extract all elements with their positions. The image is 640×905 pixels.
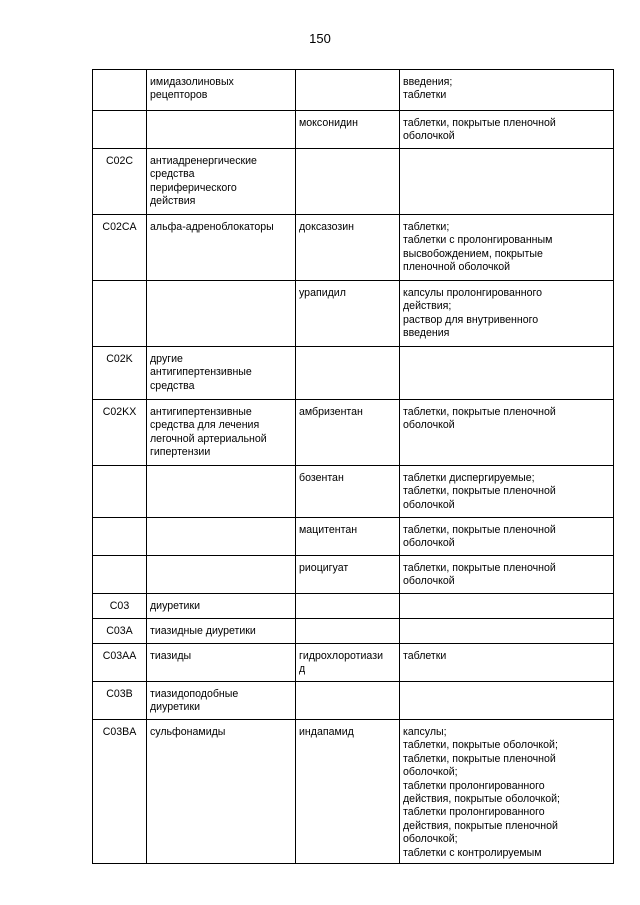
atc-group-cell [147, 400, 296, 466]
substance-cell [296, 644, 400, 682]
dosage-form-text: таблетки пролонгированного [403, 806, 545, 819]
atc-code-text: C02C [105, 155, 134, 167]
atc-code-cell [93, 281, 147, 347]
dosage-form-cell [400, 594, 614, 619]
dosage-form-text: таблетки; [403, 221, 450, 233]
dosage-form-cell [400, 556, 614, 594]
dosage-form-text: оболочкой [403, 130, 455, 143]
table-row [93, 347, 614, 400]
atc-group-cell [147, 619, 296, 644]
table-body [93, 70, 614, 864]
dosage-form-cell [400, 111, 614, 149]
dosage-form-text: раствор для внутривенного [403, 313, 539, 326]
atc-code-cell [93, 594, 147, 619]
substance-cell [296, 720, 400, 864]
atc-group-text: гипертензии [150, 446, 211, 459]
atc-code-cell [93, 518, 147, 556]
atc-code-text: C02KX [102, 406, 137, 418]
atc-group-text: легочной артериальной [150, 432, 267, 445]
dosage-form-text: таблетки диспергируемые; [403, 472, 535, 484]
atc-code-text: C03AA [102, 650, 137, 662]
dosage-form-text: оболочкой [403, 498, 455, 511]
atc-group-cell [147, 518, 296, 556]
atc-group-text: действия [150, 195, 196, 208]
table-row [93, 149, 614, 215]
atc-group-text: средства [150, 379, 195, 392]
substance-cell [296, 281, 400, 347]
dosage-form-text: высвобождением, покрытые [403, 247, 543, 260]
table-row [93, 682, 614, 720]
substance-cell [296, 466, 400, 518]
dosage-form-cell [400, 518, 614, 556]
table-row [93, 644, 614, 682]
atc-code-text: C02CA [102, 221, 137, 233]
dosage-form-text: оболочкой [403, 419, 455, 432]
dosage-form-cell [400, 466, 614, 518]
dosage-form-text: таблетки [403, 650, 447, 662]
atc-group-cell [147, 556, 296, 594]
substance-cell [296, 682, 400, 720]
dosage-form-text: таблетки пролонгированного [403, 779, 545, 792]
dosage-form-text: таблетки, покрытые пленочной [403, 485, 556, 498]
atc-group-text: средства для лечения [150, 419, 260, 432]
dosage-form-cell [400, 70, 614, 111]
dosage-form-text: таблетки с пролонгированным [403, 234, 553, 247]
table-row [93, 466, 614, 518]
table-row [93, 215, 614, 281]
substance-cell [296, 619, 400, 644]
atc-code-cell [93, 347, 147, 400]
dosage-form-cell [400, 644, 614, 682]
substance-cell [296, 111, 400, 149]
dosage-form-text: таблетки, покрытые оболочкой; [403, 739, 558, 752]
dosage-form-text: оболочкой [403, 537, 455, 550]
dosage-form-text: таблетки с контролируемым [403, 846, 542, 859]
atc-group-cell [147, 281, 296, 347]
atc-group-text: другие [150, 353, 183, 365]
atc-code-text: C03 [109, 600, 130, 612]
table-row [93, 594, 614, 619]
atc-group-text: антиадренергические [150, 155, 257, 167]
dosage-form-cell [400, 619, 614, 644]
substance-text: бозентан [299, 472, 344, 484]
medication-table [92, 69, 614, 864]
atc-group-cell [147, 111, 296, 149]
dosage-form-text: таблетки, покрытые пленочной [403, 562, 556, 574]
dosage-form-cell [400, 149, 614, 215]
atc-code-cell [93, 720, 147, 864]
dosage-form-cell [400, 682, 614, 720]
substance-text: риоцигуат [299, 562, 349, 574]
substance-cell [296, 215, 400, 281]
atc-code-cell [93, 215, 147, 281]
dosage-form-text: действия, покрытые оболочкой; [403, 793, 560, 806]
atc-code-cell [93, 149, 147, 215]
atc-group-text: периферического [150, 181, 237, 194]
dosage-form-text: оболочкой; [403, 833, 458, 846]
dosage-form-text: оболочкой; [403, 766, 458, 779]
atc-group-cell [147, 720, 296, 864]
atc-code-text: C02K [106, 353, 133, 365]
substance-cell [296, 594, 400, 619]
table-row [93, 720, 614, 864]
table-row [93, 70, 614, 111]
dosage-form-cell [400, 215, 614, 281]
atc-group-cell [147, 70, 296, 111]
substance-cell [296, 518, 400, 556]
atc-group-text: диуретики [150, 701, 201, 714]
atc-group-cell [147, 466, 296, 518]
substance-cell [296, 400, 400, 466]
atc-group-cell [147, 347, 296, 400]
dosage-form-cell [400, 281, 614, 347]
atc-code-text: C03A [106, 625, 133, 637]
atc-group-text: антигипертензивные [150, 366, 252, 379]
dosage-form-cell [400, 400, 614, 466]
atc-group-cell [147, 149, 296, 215]
substance-text: урапидил [299, 287, 346, 299]
dosage-form-cell [400, 347, 614, 400]
atc-group-text: альфа-адреноблокаторы [150, 221, 274, 233]
dosage-form-text: капсулы пролонгированного [403, 287, 543, 299]
atc-group-text: имидазолиновых [150, 76, 234, 88]
atc-code-cell [93, 111, 147, 149]
dosage-form-text: таблетки [403, 89, 447, 102]
atc-code-cell [93, 466, 147, 518]
substance-cell [296, 347, 400, 400]
atc-code-cell [93, 556, 147, 594]
atc-group-text: средства [150, 168, 195, 181]
substance-text: гидрохлоротиази [299, 650, 383, 662]
dosage-form-text: таблетки, покрытые пленочной [403, 524, 556, 536]
substance-text: доксазозин [299, 221, 355, 233]
atc-group-text: тиазидоподобные [150, 688, 239, 700]
dosage-form-text: введения [403, 327, 450, 340]
atc-code-cell [93, 682, 147, 720]
atc-group-text: сульфонамиды [150, 726, 226, 738]
dosage-form-text: капсулы; [403, 726, 447, 738]
atc-code-cell [93, 619, 147, 644]
atc-group-text: диуретики [150, 600, 201, 612]
substance-cell [296, 70, 400, 111]
dosage-form-text: таблетки, покрытые пленочной [403, 117, 556, 129]
atc-group-cell [147, 594, 296, 619]
dosage-form-cell [400, 720, 614, 864]
table-row [93, 281, 614, 347]
atc-group-text: тиазиды [150, 650, 192, 662]
table-row [93, 518, 614, 556]
atc-group-text: антигипертензивные [150, 406, 252, 418]
dosage-form-text: действия, покрытые пленочной [403, 819, 558, 832]
atc-code-cell [93, 400, 147, 466]
atc-code-cell [93, 70, 147, 111]
substance-text: индапамид [299, 726, 354, 738]
substance-text: мацитентан [299, 524, 358, 536]
dosage-form-text: введения; [403, 76, 453, 88]
atc-code-cell [93, 644, 147, 682]
atc-group-cell [147, 215, 296, 281]
dosage-form-text: оболочкой [403, 575, 455, 588]
dosage-form-text: таблетки, покрытые пленочной [403, 406, 556, 418]
atc-group-text: рецепторов [150, 89, 208, 102]
table-row [93, 400, 614, 466]
dosage-form-text: пленочной оболочкой [403, 261, 511, 274]
table-row [93, 111, 614, 149]
substance-text: моксонидин [299, 117, 358, 129]
table-row [93, 619, 614, 644]
table-row [93, 556, 614, 594]
page-number: 150 [309, 31, 331, 46]
dosage-form-text: действия; [403, 300, 452, 313]
atc-code-text: C03B [106, 688, 133, 700]
atc-code-text: C03BA [102, 726, 137, 738]
substance-cell [296, 149, 400, 215]
atc-group-text: тиазидные диуретики [150, 625, 256, 637]
substance-text: д [299, 663, 306, 676]
dosage-form-text: таблетки, покрытые пленочной [403, 752, 556, 765]
substance-text: амбризентан [299, 406, 363, 418]
atc-group-cell [147, 682, 296, 720]
substance-cell [296, 556, 400, 594]
atc-group-cell [147, 644, 296, 682]
